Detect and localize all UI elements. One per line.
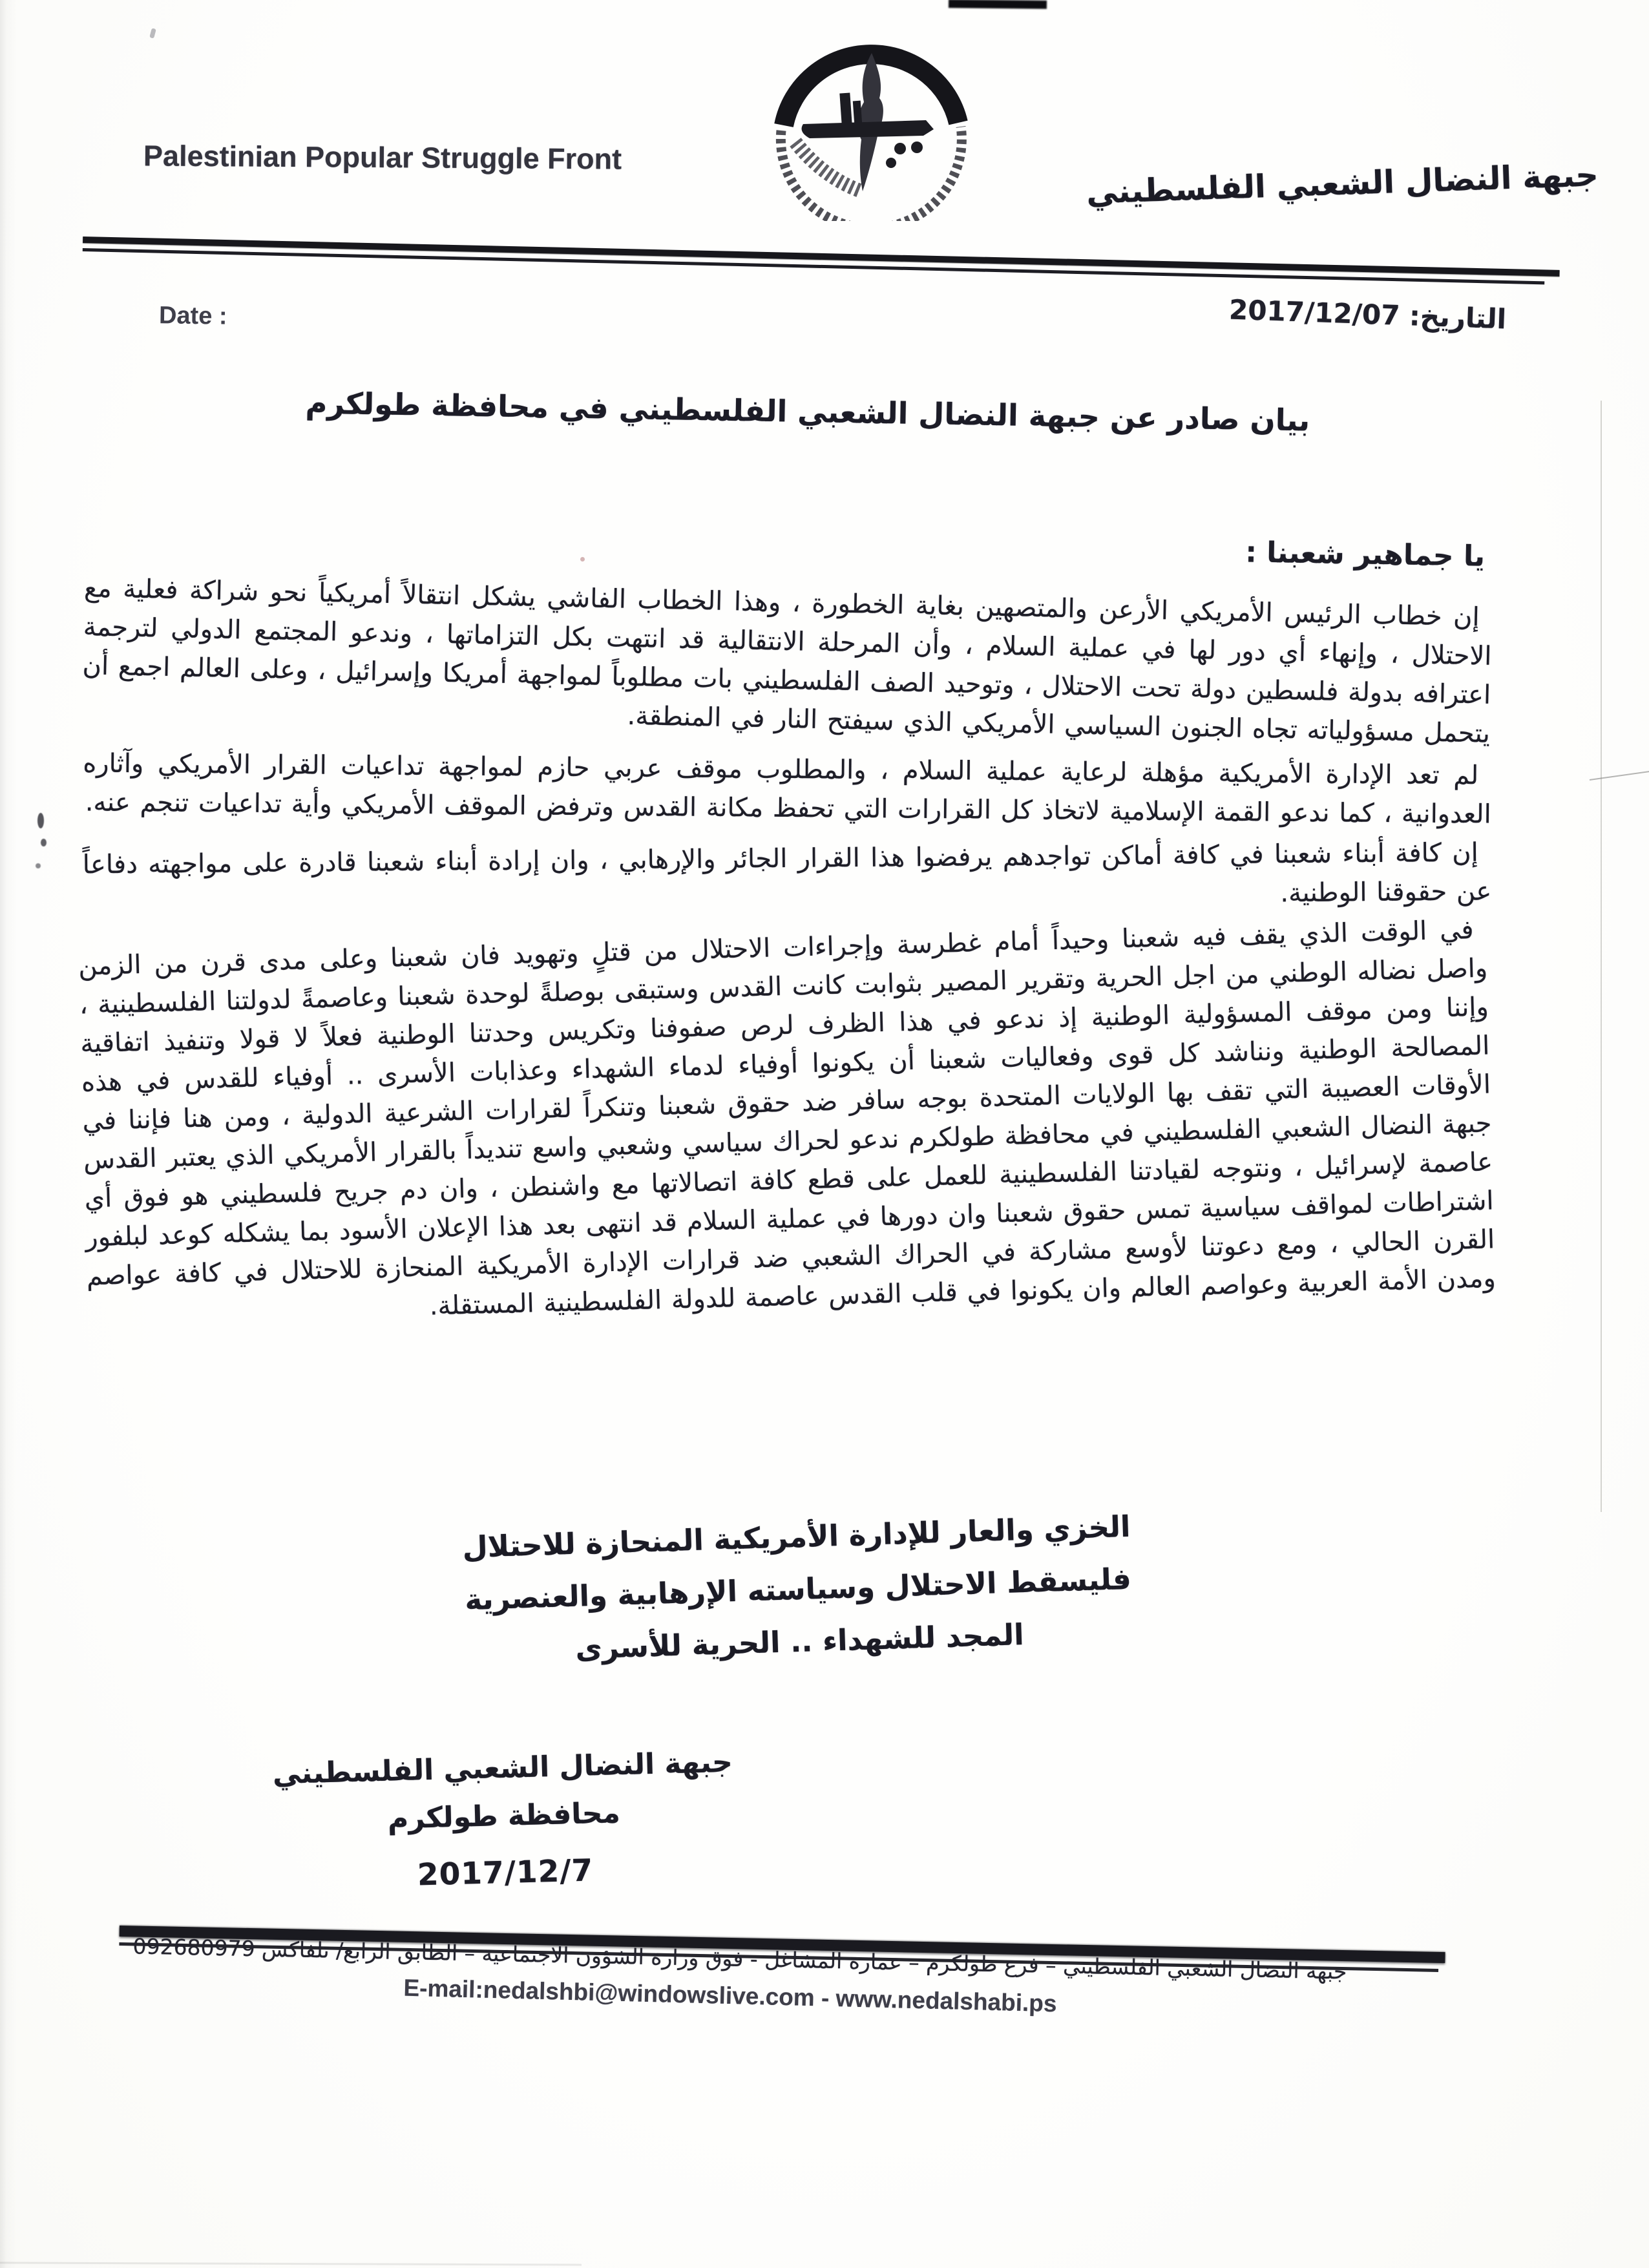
logo-calligraphy-lam: [853, 101, 862, 125]
salutation: يا جماهير شعبنا :: [1245, 536, 1486, 573]
date-label-english: Date :: [158, 302, 227, 330]
statement-body: [78, 536, 1497, 1328]
scan-artifact-bottom-edge: [0, 2262, 582, 2265]
body-paragraph-4: في الوقت الذي يقف فيه شعبنا وحيداً أمام غطرسة وإجراءات الاحتلال من قتلٍ وتهويد فان شعبنا وعلى مدى قرن من الزمن واصل نضاله الوطني من اجل الحرية وتقرير المصير بثوابت كانت القدس وستبقى بوصلةً لوحدة شعبنا وعاصمةً لدولتنا الفلسطينية ، وإننا ومن موقف المسؤولية الوطنية إذ ندعو في هذا الظرف لرص صفوفنا وتكريس وحدتنا الوطنية فعلاً لا قولا وتنفيذ اتفاقية المصالحة الوطنية ونناشد كل قوى وفعاليات شعبنا أن يكونوا أوفياء لدماء الشهداء وعذابات الأسرى .. أوفياء للقدس في هذه الأوقات العصيبة التي تقف بها الولايات المتحدة بوجه سافر ضد حقوق شعبنا وتنكراً لقرارات الشرعية الدولية ، ومن هنا فإننا في جبهة النضال الشعبي الفلسطيني في محافظة طولكرم ندعو لحراك سياسي وشعبي واسع تنديداً بالقرار الأمريكي الذي يعتبر القدس عاصمة لإسرائيل ، ونتوجه لقيادتنا الفلسطينية للعمل على قطع كافة اتصالاتها مع واشنطن ، وان دم جريح فلسطيني هو فوق أي اشتراطات لمواقف سياسية تمس حقوق شعبنا وان دورها في عملية السلام قد انتهى بعد هذا الإعلان الأسود بما يشكله كوعد لبلفور القرن الحالي ، ومع دعوتنا لأوسع مشاركة في الحراك الشعبي ضد قرارات الإدارة الأمريكية المنحازة للاحتلال في كافة عواصم ومدن الأمة العربية وعواصم العالم وان يكونوا في قلب القدس عاصمة للدولة الفلسطينية المستقلة.: [78, 915, 1497, 1321]
slogan-line-3: المجد للشهداء .. الحرية للأسرى: [574, 1617, 1025, 1666]
logo-dot-1: [894, 143, 906, 154]
slogan-line-1: الخزي والعار للإدارة الأمريكية المنحازة للاحتلال: [461, 1509, 1131, 1565]
scan-scratch-line: [1590, 770, 1649, 781]
footer-contact: E-mail:nedalshbi@windowslive.com - www.nedalshabi.ps: [403, 1974, 1058, 2017]
signature-branch: محافظة طولكرم: [387, 1796, 621, 1836]
scan-speck-2: [41, 839, 47, 846]
logo-dot-3: [886, 158, 896, 168]
date-value-arabic: التاريخ: 2017/12/07: [1228, 293, 1507, 335]
scan-artifact-top-edge: [949, 0, 1047, 9]
logo-calligraphy-band: [802, 120, 934, 138]
body-paragraph-1: إن خطاب الرئيس الأمريكي الأرعن والمتصهين بغاية الخطورة ، وهذا الخطاب الفاشي يشكل انتقالاً أمريكياً نحو شراكة فعلية مع الاحتلال ، وإنهاء أي دور لها في عملية السلام ، وأن المرحلة الانتقالية قد انتهت بكل التزاماتها ، وندعو المجتمع الدولي لترجمة اعترافه بدولة فلسطين دولة تحت الاحتلال ، وتوحيد الصف الفلسطيني بات مطلوباً لمواجهة أمريكا وإسرائيل ، وعلى العالم اجمع أن يتحمل مسؤولياته تجاه الجنون السياسي الأمريكي الذي سيفتح النار في المنطقة.: [82, 573, 1492, 749]
scan-speck-corner: [149, 28, 156, 38]
logo-calligraphy-alef: [839, 93, 852, 125]
body-paragraph-2: لم تعد الإدارة الأمريكية مؤهلة لرعاية عملية السلام ، والمطلوب موقف عربي حازم لمواجهة تداعيات القرار الأمريكي وآثاره العدوانية ، كما ندعو القمة الإسلامية لاتخاذ كل القرارات التي تحفظ مكانة القدس وترفض الموقف الأمريكي وأية تداعيات تنجم عنه.: [83, 748, 1491, 830]
signature-org: جبهة النضال الشعبي الفلسطيني: [272, 1745, 733, 1791]
ppsf-logo: [764, 16, 978, 221]
scan-speck-1: [37, 813, 44, 828]
paper-seam-line: [1601, 401, 1602, 1512]
org-name-english: Palestinian Popular Struggle Front: [143, 139, 622, 176]
signature-block: [257, 1738, 751, 1904]
logo-script-cluster: [795, 142, 861, 191]
header-rule: [83, 236, 1560, 285]
logo-dot-2: [911, 142, 923, 153]
slogans-block: [250, 1494, 1347, 1685]
scan-ink-dot: [580, 557, 585, 562]
header-rule-thick-line: [83, 236, 1560, 277]
org-name-arabic: جبهة النضال الشعبي الفلسطيني: [1086, 156, 1599, 211]
scan-speck-3: [36, 863, 41, 868]
body-paragraph-3: إن كافة أبناء شعبنا في كافة أماكن تواجدهم يرفضوا هذا القرار الجائر والإرهابي ، وان إرادة أبناء شعبنا قادرة على مواجهته دفاعاً عن حقوقنا الوطنية.: [82, 837, 1492, 908]
signature-date: 2017/12/7: [417, 1853, 594, 1893]
slogan-line-2: فليسقط الاحتلال وسياسته الإرهابية والعنصرية: [464, 1561, 1132, 1617]
footer-address: جبهة النضال الشعبي الفلسطيني – فرع طولكرم – عمارة المشاغل - فوق وزارة الشؤون الاجتماعية – الطابق الرابع/ تلفاكس 092680979: [132, 1933, 1347, 1984]
statement-title: بيان صادر عن جبهة النضال الشعبي الفلسطيني في محافظة طولكرم: [305, 385, 1310, 438]
